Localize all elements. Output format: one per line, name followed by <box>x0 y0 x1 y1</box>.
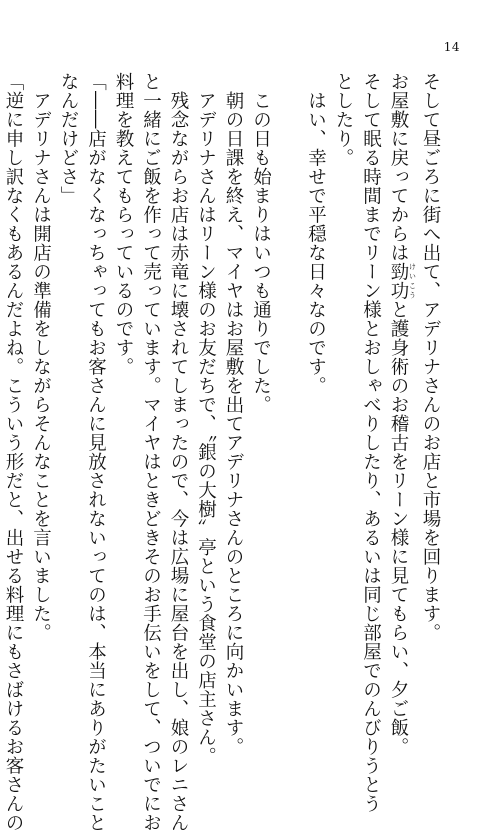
text-line: そして眠る時間までリーン様とおしゃべりしたり、あるいは同じ部屋でのんびりうとう <box>360 72 382 813</box>
paragraph-break <box>275 72 303 662</box>
text-line: アデリナさんはリーン様のお友だちで、〝銀の大樹〟亭という食堂の店主さん。 <box>195 72 217 766</box>
text-line: と一緒にご飯を作って売っています。マイヤはときどきそのお手伝いをして、ついでにお <box>140 72 162 832</box>
ruby-reading: けいこう <box>408 262 417 300</box>
dialogue-line: なんだけどさ」 <box>58 72 79 205</box>
text-line: アデリナさんは開店の準備をしながらそんなことを言いました。 <box>30 72 52 642</box>
text-line: はい、幸せで平穏な日々なのです。 <box>305 72 327 395</box>
text-line: 残念ながらお店は赤竜に壊されてしまったので、今は広場に屋台を出し、娘のレニさん <box>168 72 189 832</box>
text-line-with-furigana: お屋敷に戻ってからは勁功 けいこうと護身術のお稽古をリーン様に見てもらい、夕ご飯。 <box>388 72 417 756</box>
text-line: としたり。 <box>333 72 354 167</box>
dialogue-line: 「逆に申し訳なくもあるんだよね。こういう形だと、出せる料理にもさばけるお客さんの <box>3 72 24 832</box>
dialogue-line: 「――店がなくなっちゃってもお客さんに見放されないってのは、本当にありがたいこと <box>85 72 107 832</box>
text-line: この日も始まりはいつも通りでした。 <box>250 72 272 414</box>
text-line: そして昼ごろに街へ出て、アデリナさんのお店と市場を回ります。 <box>420 72 441 642</box>
page-number: 14 <box>443 40 460 54</box>
vertical-text-body <box>0 72 444 832</box>
text-line: 料理を教えてもらっているのです。 <box>113 72 134 376</box>
text-line: 朝の日課を終え、マイヤはお屋敷を出てアデリナさんのところに向かいます。 <box>223 72 244 756</box>
ruby-word: 勁功 けいこう <box>388 262 417 300</box>
